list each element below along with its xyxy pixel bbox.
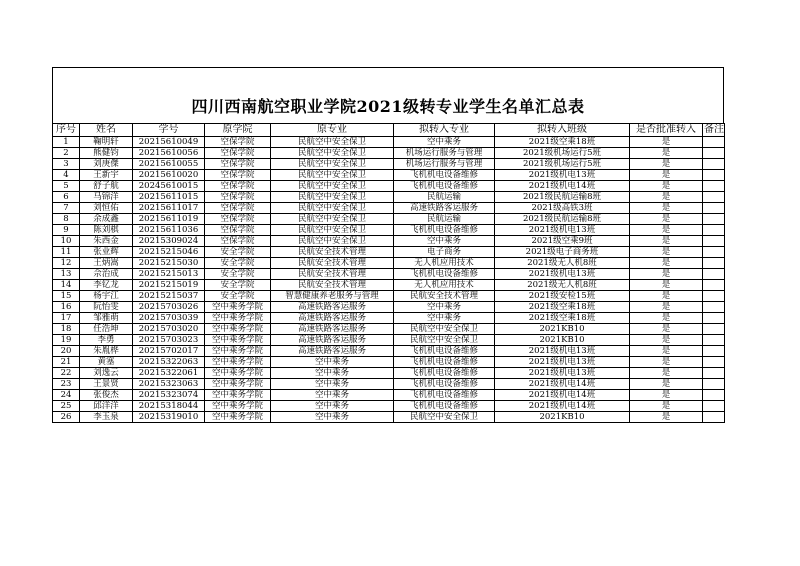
- cell-student-id: 20215703039: [133, 313, 205, 324]
- cell-orig-major: 高速铁路客运服务: [271, 324, 394, 335]
- cell-name: 杨宇江: [80, 291, 133, 302]
- cell-target-class: 2021级民航运输8班: [495, 214, 630, 225]
- cell-student-id: 20215703020: [133, 324, 205, 335]
- cell-target-class: 2021级高铁3班: [495, 203, 630, 214]
- cell-remarks: [703, 368, 725, 379]
- cell-approved: 是: [630, 269, 703, 280]
- cell-orig-major: 空中乘务: [271, 368, 394, 379]
- cell-orig-major: 民航安全技术管理: [271, 247, 394, 258]
- cell-remarks: [703, 181, 725, 192]
- cell-orig-college: 空中乘务学院: [205, 379, 271, 390]
- cell-student-id: 20215215013: [133, 269, 205, 280]
- cell-index: 13: [53, 269, 80, 280]
- cell-orig-college: 安全学院: [205, 247, 271, 258]
- cell-name: 马锦洋: [80, 192, 133, 203]
- cell-student-id: 20215611019: [133, 214, 205, 225]
- table-row: [53, 313, 725, 324]
- cell-orig-college: 空中乘务学院: [205, 346, 271, 357]
- header-row: [53, 124, 725, 137]
- cell-index: 12: [53, 258, 80, 269]
- cell-name: 刘恒佑: [80, 203, 133, 214]
- col-header-index: 序号: [53, 124, 80, 137]
- cell-remarks: [703, 225, 725, 236]
- cell-remarks: [703, 379, 725, 390]
- cell-orig-major: 高速铁路客运服务: [271, 313, 394, 324]
- cell-target-class: 2021级机电14班: [495, 401, 630, 412]
- cell-name: 余成鑫: [80, 214, 133, 225]
- cell-target-major: 民航空中安全保卫: [394, 412, 495, 423]
- cell-index: 15: [53, 291, 80, 302]
- cell-approved: 是: [630, 148, 703, 159]
- cell-student-id: 20215215030: [133, 258, 205, 269]
- cell-student-id: 20215215046: [133, 247, 205, 258]
- cell-target-major: 空中乘务: [394, 137, 495, 148]
- cell-index: 21: [53, 357, 80, 368]
- cell-index: 5: [53, 181, 80, 192]
- cell-orig-college: 空中乘务学院: [205, 324, 271, 335]
- cell-orig-college: 安全学院: [205, 269, 271, 280]
- cell-target-major: 机场运行服务与管理: [394, 148, 495, 159]
- cell-name: 邱洋洋: [80, 401, 133, 412]
- table-row: [53, 192, 725, 203]
- cell-target-major: 飞机机电设备维修: [394, 401, 495, 412]
- cell-student-id: 20215703026: [133, 302, 205, 313]
- cell-orig-major: 民航空中安全保卫: [271, 203, 394, 214]
- cell-approved: 是: [630, 192, 703, 203]
- cell-orig-college: 空保学院: [205, 148, 271, 159]
- cell-index: 20: [53, 346, 80, 357]
- table-row: [53, 324, 725, 335]
- cell-orig-college: 空保学院: [205, 236, 271, 247]
- table-row: [53, 390, 725, 401]
- table-row: [53, 335, 725, 346]
- cell-target-major: 飞机机电设备维修: [394, 368, 495, 379]
- cell-index: 2: [53, 148, 80, 159]
- cell-approved: 是: [630, 258, 703, 269]
- cell-remarks: [703, 390, 725, 401]
- cell-approved: 是: [630, 324, 703, 335]
- cell-target-major: 民航运输: [394, 192, 495, 203]
- cell-name: 李钇龙: [80, 280, 133, 291]
- cell-target-major: 飞机机电设备维修: [394, 181, 495, 192]
- cell-target-class: 2021KB10: [495, 412, 630, 423]
- cell-target-major: 无人机应用技术: [394, 258, 495, 269]
- cell-student-id: 20215323074: [133, 390, 205, 401]
- cell-orig-college: 空保学院: [205, 170, 271, 181]
- cell-orig-college: 安全学院: [205, 258, 271, 269]
- cell-name: 张俊杰: [80, 390, 133, 401]
- cell-approved: 是: [630, 335, 703, 346]
- table-row: [53, 225, 725, 236]
- cell-orig-college: 空中乘务学院: [205, 390, 271, 401]
- cell-student-id: 20215322061: [133, 368, 205, 379]
- cell-orig-major: 民航空中安全保卫: [271, 159, 394, 170]
- cell-approved: 是: [630, 137, 703, 148]
- cell-orig-major: 高速铁路客运服务: [271, 346, 394, 357]
- cell-index: 14: [53, 280, 80, 291]
- cell-target-major: 民航安全技术管理: [394, 291, 495, 302]
- cell-target-major: 无人机应用技术: [394, 280, 495, 291]
- cell-student-id: 20215322063: [133, 357, 205, 368]
- cell-index: 3: [53, 159, 80, 170]
- student-table: [52, 123, 725, 423]
- cell-index: 10: [53, 236, 80, 247]
- cell-name: 王景贤: [80, 379, 133, 390]
- cell-remarks: [703, 280, 725, 291]
- cell-approved: 是: [630, 203, 703, 214]
- cell-orig-college: 空中乘务学院: [205, 357, 271, 368]
- cell-remarks: [703, 401, 725, 412]
- cell-orig-major: 智慧健康养老服务与管理: [271, 291, 394, 302]
- cell-target-major: 民航运输: [394, 214, 495, 225]
- cell-index: 22: [53, 368, 80, 379]
- cell-target-class: 2021KB10: [495, 335, 630, 346]
- cell-orig-major: 民航空中安全保卫: [271, 148, 394, 159]
- cell-remarks: [703, 335, 725, 346]
- table-row: [53, 236, 725, 247]
- cell-orig-college: 安全学院: [205, 280, 271, 291]
- cell-remarks: [703, 357, 725, 368]
- cell-orig-college: 空保学院: [205, 225, 271, 236]
- cell-target-major: 高速铁路客运服务: [394, 203, 495, 214]
- cell-orig-major: 民航空中安全保卫: [271, 236, 394, 247]
- cell-remarks: [703, 269, 725, 280]
- cell-orig-college: 空中乘务学院: [205, 313, 271, 324]
- cell-remarks: [703, 192, 725, 203]
- cell-index: 18: [53, 324, 80, 335]
- cell-name: 王新宇: [80, 170, 133, 181]
- cell-student-id: 20245610015: [133, 181, 205, 192]
- cell-orig-major: 民航空中安全保卫: [271, 181, 394, 192]
- cell-student-id: 20215319010: [133, 412, 205, 423]
- cell-orig-college: 空中乘务学院: [205, 302, 271, 313]
- cell-orig-major: 民航安全技术管理: [271, 258, 394, 269]
- cell-target-major: 机场运行服务与管理: [394, 159, 495, 170]
- cell-remarks: [703, 412, 725, 423]
- cell-remarks: [703, 236, 725, 247]
- cell-student-id: 20215703023: [133, 335, 205, 346]
- cell-orig-major: 民航空中安全保卫: [271, 192, 394, 203]
- cell-orig-major: 民航空中安全保卫: [271, 137, 394, 148]
- table-row: [53, 346, 725, 357]
- cell-orig-major: 高速铁路客运服务: [271, 335, 394, 346]
- cell-target-class: 2021级机电14班: [495, 390, 630, 401]
- cell-orig-college: 空中乘务学院: [205, 335, 271, 346]
- cell-approved: 是: [630, 313, 703, 324]
- cell-remarks: [703, 203, 725, 214]
- cell-name: 佘治成: [80, 269, 133, 280]
- cell-name: 李玉泉: [80, 412, 133, 423]
- cell-index: 11: [53, 247, 80, 258]
- table-row: [53, 203, 725, 214]
- table-row: [53, 137, 725, 148]
- cell-target-major: 空中乘务: [394, 302, 495, 313]
- cell-approved: 是: [630, 412, 703, 423]
- cell-name: 朱西金: [80, 236, 133, 247]
- cell-name: 张业辉: [80, 247, 133, 258]
- cell-remarks: [703, 313, 725, 324]
- cell-name: 阮怡雯: [80, 302, 133, 313]
- cell-student-id: 20215611017: [133, 203, 205, 214]
- cell-remarks: [703, 247, 725, 258]
- table-row: [53, 159, 725, 170]
- cell-index: 1: [53, 137, 80, 148]
- cell-target-class: 2021级机电14班: [495, 181, 630, 192]
- col-header-orig-major: 原专业: [271, 124, 394, 137]
- cell-orig-college: 空中乘务学院: [205, 401, 271, 412]
- cell-target-class: 2021级无人机8班: [495, 280, 630, 291]
- table-row: [53, 269, 725, 280]
- cell-approved: 是: [630, 170, 703, 181]
- cell-approved: 是: [630, 368, 703, 379]
- table-row: [53, 214, 725, 225]
- cell-orig-major: 高速铁路客运服务: [271, 302, 394, 313]
- cell-index: 9: [53, 225, 80, 236]
- cell-target-major: 飞机机电设备维修: [394, 269, 495, 280]
- table-row: [53, 247, 725, 258]
- cell-student-id: 20215610020: [133, 170, 205, 181]
- col-header-student-id: 学号: [133, 124, 205, 137]
- cell-target-class: 2021级机电13班: [495, 368, 630, 379]
- cell-target-class: 2021级机电13班: [495, 346, 630, 357]
- cell-approved: 是: [630, 291, 703, 302]
- table-row: [53, 280, 725, 291]
- cell-approved: 是: [630, 181, 703, 192]
- cell-remarks: [703, 302, 725, 313]
- cell-student-id: 20215702017: [133, 346, 205, 357]
- cell-orig-major: 空中乘务: [271, 401, 394, 412]
- table-row: [53, 302, 725, 313]
- cell-approved: 是: [630, 390, 703, 401]
- cell-approved: 是: [630, 236, 703, 247]
- cell-student-id: 20215309024: [133, 236, 205, 247]
- cell-index: 25: [53, 401, 80, 412]
- table-row: [53, 401, 725, 412]
- cell-orig-major: 空中乘务: [271, 357, 394, 368]
- cell-name: 王炳嵩: [80, 258, 133, 269]
- cell-index: 23: [53, 379, 80, 390]
- sheet-title: 四川西南航空职业学院2021级转专业学生名单汇总表: [191, 97, 585, 116]
- cell-name: 李勇: [80, 335, 133, 346]
- cell-target-major: 电子商务: [394, 247, 495, 258]
- cell-orig-major: 民航安全技术管理: [271, 280, 394, 291]
- cell-index: 17: [53, 313, 80, 324]
- cell-orig-major: 民航空中安全保卫: [271, 170, 394, 181]
- cell-name: 刘逸云: [80, 368, 133, 379]
- cell-target-major: 空中乘务: [394, 236, 495, 247]
- cell-target-class: 2021级机场运行5班: [495, 148, 630, 159]
- cell-target-major: 民航空中安全保卫: [394, 324, 495, 335]
- col-header-target-class: 拟转入班级: [495, 124, 630, 137]
- cell-approved: 是: [630, 302, 703, 313]
- cell-name: 刘庚傑: [80, 159, 133, 170]
- cell-index: 16: [53, 302, 80, 313]
- cell-student-id: 20215215037: [133, 291, 205, 302]
- cell-approved: 是: [630, 346, 703, 357]
- table-row: [53, 412, 725, 423]
- cell-index: 26: [53, 412, 80, 423]
- cell-approved: 是: [630, 401, 703, 412]
- cell-name: 舒子航: [80, 181, 133, 192]
- cell-remarks: [703, 214, 725, 225]
- cell-orig-college: 空保学院: [205, 137, 271, 148]
- cell-index: 4: [53, 170, 80, 181]
- table-row: [53, 148, 725, 159]
- cell-target-major: 飞机机电设备维修: [394, 225, 495, 236]
- table-row: [53, 291, 725, 302]
- cell-target-class: 2021级无人机8班: [495, 258, 630, 269]
- cell-orig-college: 空保学院: [205, 181, 271, 192]
- cell-target-class: 2021级机电13班: [495, 170, 630, 181]
- cell-target-class: 2021KB10: [495, 324, 630, 335]
- cell-name: 陈刘棋: [80, 225, 133, 236]
- cell-target-class: 2021级民航运输8班: [495, 192, 630, 203]
- table-row: [53, 379, 725, 390]
- cell-student-id: 20215610056: [133, 148, 205, 159]
- cell-target-class: 2021级安检15班: [495, 291, 630, 302]
- cell-name: 朱胤桦: [80, 346, 133, 357]
- col-header-remarks: 备注: [704, 124, 724, 135]
- cell-target-class: 2021级空乘9班: [495, 236, 630, 247]
- cell-name: 邹雅萌: [80, 313, 133, 324]
- cell-approved: 是: [630, 159, 703, 170]
- cell-remarks: [703, 324, 725, 335]
- cell-remarks: [703, 346, 725, 357]
- cell-student-id: 20215215019: [133, 280, 205, 291]
- cell-target-major: 飞机机电设备维修: [394, 346, 495, 357]
- col-header-target-major: 拟转入专业: [394, 124, 495, 137]
- cell-target-class: 2021级电子商务班: [495, 247, 630, 258]
- cell-approved: 是: [630, 214, 703, 225]
- cell-remarks: [703, 148, 725, 159]
- cell-student-id: 20215610055: [133, 159, 205, 170]
- cell-remarks: [703, 159, 725, 170]
- cell-target-major: 空中乘务: [394, 313, 495, 324]
- cell-orig-major: 空中乘务: [271, 390, 394, 401]
- spreadsheet: [52, 67, 724, 423]
- cell-index: 8: [53, 214, 80, 225]
- cell-approved: 是: [630, 247, 703, 258]
- cell-student-id: 20215323063: [133, 379, 205, 390]
- cell-index: 7: [53, 203, 80, 214]
- cell-target-major: 飞机机电设备维修: [394, 390, 495, 401]
- table-row: [53, 181, 725, 192]
- table-row: [53, 368, 725, 379]
- cell-target-class: 2021级机场运行5班: [495, 159, 630, 170]
- cell-approved: 是: [630, 379, 703, 390]
- cell-approved: 是: [630, 280, 703, 291]
- cell-orig-college: 空保学院: [205, 214, 271, 225]
- cell-target-class: 2021级机电13班: [495, 225, 630, 236]
- col-header-approved: 是否批准转入: [630, 124, 703, 137]
- cell-target-major: 飞机机电设备维修: [394, 379, 495, 390]
- cell-orig-college: 空中乘务学院: [205, 412, 271, 423]
- cell-remarks: [703, 258, 725, 269]
- cell-name: 任浩坤: [80, 324, 133, 335]
- cell-orig-college: 空中乘务学院: [205, 368, 271, 379]
- table-row: [53, 258, 725, 269]
- table-row: [53, 357, 725, 368]
- cell-remarks: [703, 170, 725, 181]
- cell-orig-college: 空保学院: [205, 159, 271, 170]
- cell-target-class: 2021级机电13班: [495, 269, 630, 280]
- cell-remarks: [703, 137, 725, 148]
- col-header-orig-college: 原学院: [205, 124, 271, 137]
- cell-target-class: 2021级空乘18班: [495, 302, 630, 313]
- cell-target-major: 飞机机电设备维修: [394, 357, 495, 368]
- cell-student-id: 20215610049: [133, 137, 205, 148]
- cell-target-class: 2021级空乘18班: [495, 313, 630, 324]
- cell-index: 19: [53, 335, 80, 346]
- cell-name: 黄塞: [80, 357, 133, 368]
- cell-orig-major: 民航空中安全保卫: [271, 214, 394, 225]
- cell-name: 熊健钧: [80, 148, 133, 159]
- cell-index: 6: [53, 192, 80, 203]
- cell-orig-major: 空中乘务: [271, 379, 394, 390]
- cell-orig-major: 民航空中安全保卫: [271, 225, 394, 236]
- cell-orig-college: 空保学院: [205, 203, 271, 214]
- cell-approved: 是: [630, 357, 703, 368]
- cell-orig-major: 空中乘务: [271, 412, 394, 423]
- cell-name: 鞠明轩: [80, 137, 133, 148]
- cell-remarks: [703, 291, 725, 302]
- cell-orig-major: 民航安全技术管理: [271, 269, 394, 280]
- cell-target-class: 2021级空乘18班: [495, 137, 630, 148]
- cell-approved: 是: [630, 225, 703, 236]
- cell-student-id: 20215318044: [133, 401, 205, 412]
- cell-orig-college: 安全学院: [205, 291, 271, 302]
- cell-target-class: 2021级机电14班: [495, 379, 630, 390]
- cell-target-major: 民航空中安全保卫: [394, 335, 495, 346]
- cell-index: 24: [53, 390, 80, 401]
- cell-target-class: 2021级机电13班: [495, 357, 630, 368]
- cell-orig-college: 空保学院: [205, 192, 271, 203]
- cell-target-major: 飞机机电设备维修: [394, 170, 495, 181]
- col-header-name: 姓名: [80, 124, 133, 137]
- title-cell: [52, 67, 724, 123]
- table-row: [53, 170, 725, 181]
- cell-student-id: 20215611036: [133, 225, 205, 236]
- cell-student-id: 20215611015: [133, 192, 205, 203]
